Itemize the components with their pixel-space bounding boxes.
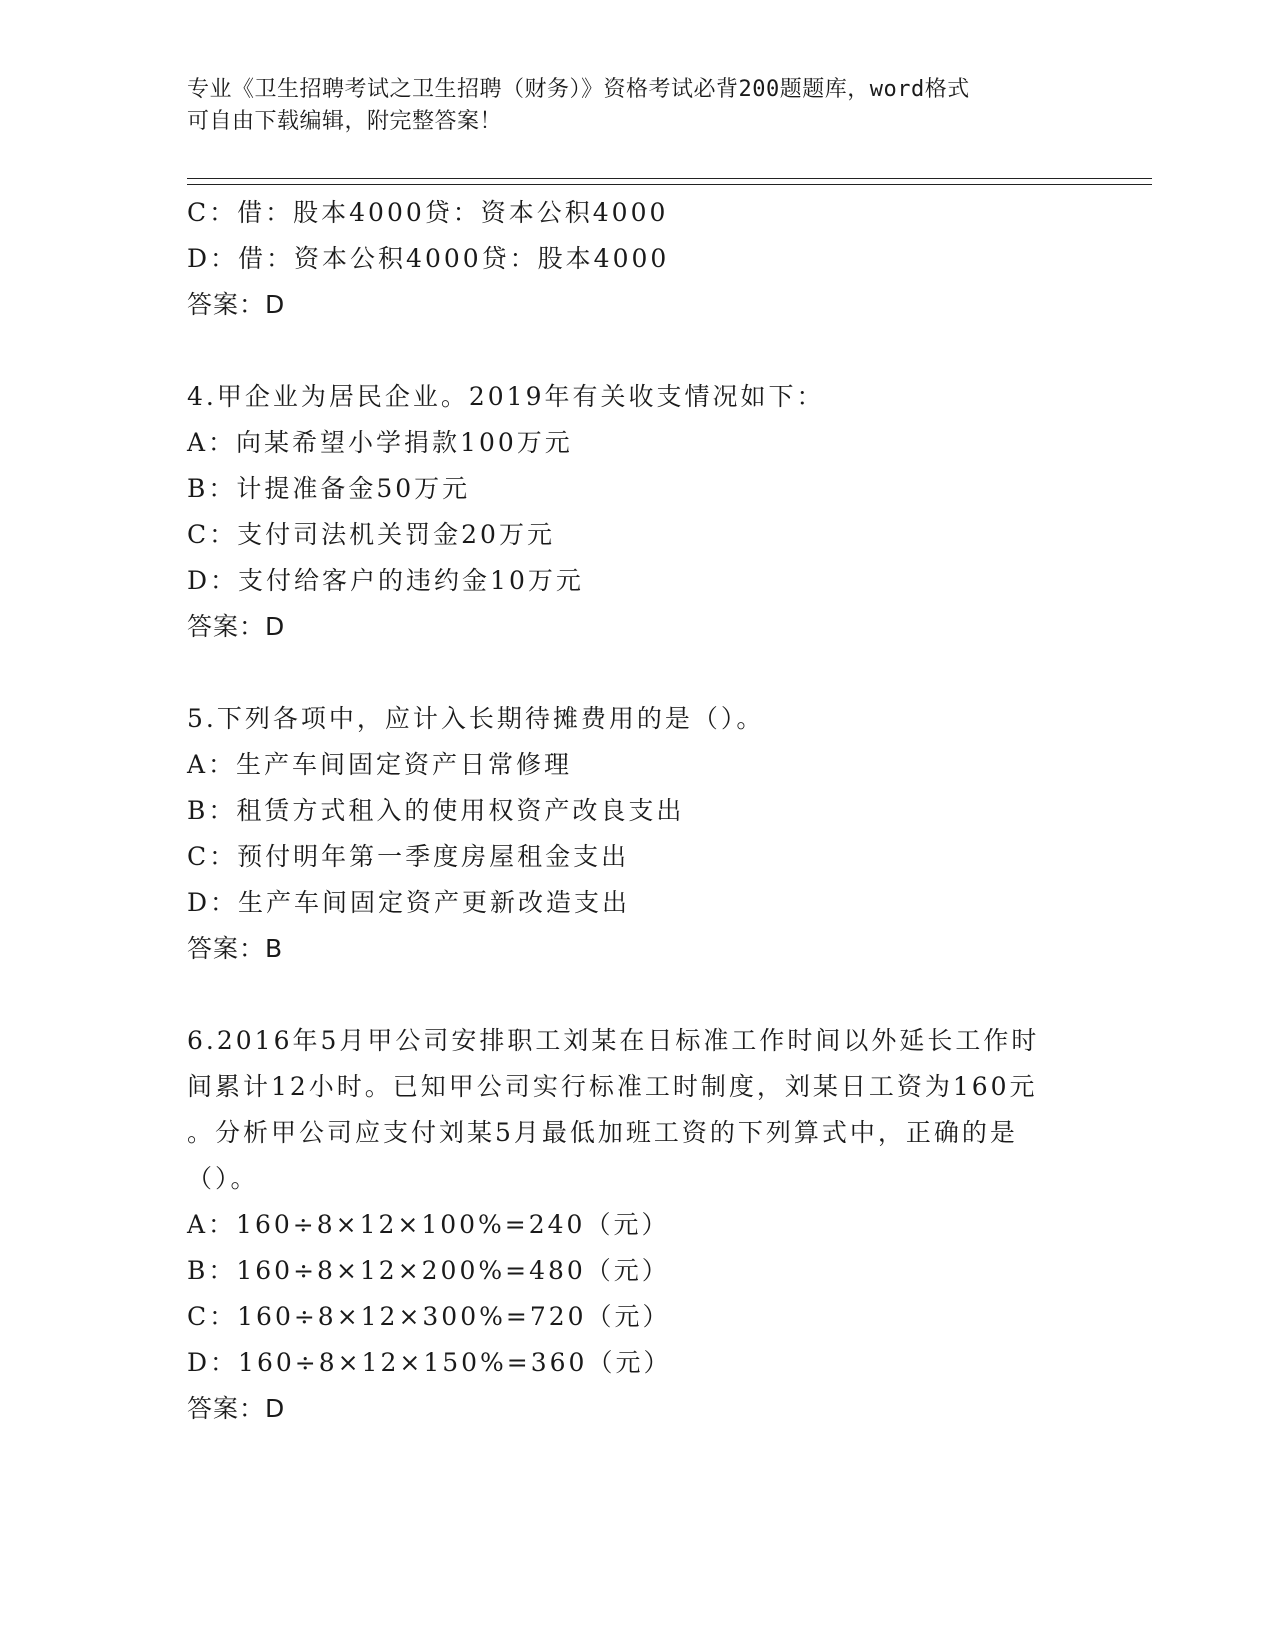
option-c: C：借：股本4000贷：资本公积4000 <box>187 198 669 227</box>
option-b: B：租赁方式租入的使用权资产改良支出 <box>187 796 685 825</box>
option-d: D：借：资本公积4000贷：股本4000 <box>187 244 670 273</box>
option-a: A：生产车间固定资产日常修理 <box>187 750 573 779</box>
header-divider-top <box>187 178 1152 179</box>
answer-line: 答案：D <box>187 290 286 319</box>
option-d: D：生产车间固定资产更新改造支出 <box>187 888 631 917</box>
question-stem-line-1: 6.2016年5月甲公司安排职工刘某在日标准工作时间以外延长工作时 <box>187 1026 1040 1055</box>
question-stem-line-4: （）。 <box>187 1164 259 1193</box>
question-block-4 <box>187 374 1087 650</box>
option-d: D：160÷8×12×150%=360（元） <box>187 1348 672 1377</box>
question-stem: 4.甲企业为居民企业。2019年有关收支情况如下： <box>187 382 825 411</box>
document-header <box>187 74 1067 138</box>
option-b: B：160÷8×12×200%=480（元） <box>187 1256 670 1285</box>
question-block-3 <box>187 190 1087 328</box>
option-d: D：支付给客户的违约金10万元 <box>187 566 584 595</box>
header-divider-bottom <box>187 184 1152 185</box>
header-line-1: 专业《卫生招聘考试之卫生招聘（财务）》资格考试必背200题题库，word格式 <box>187 77 970 102</box>
question-stem-line-2: 间累计12小时。已知甲公司实行标准工时制度，刘某日工资为160元 <box>187 1072 1038 1101</box>
answer-line: 答案：D <box>187 1394 286 1423</box>
question-block-5 <box>187 696 1087 972</box>
option-c: C：160÷8×12×300%=720（元） <box>187 1302 671 1331</box>
question-stem-line-3: 。分析甲公司应支付刘某5月最低加班工资的下列算式中，正确的是 <box>187 1118 1018 1147</box>
question-stem: 5.下列各项中，应计入长期待摊费用的是（）。 <box>187 704 765 733</box>
option-b: B：计提准备金50万元 <box>187 474 471 503</box>
option-c: C：预付明年第一季度房屋租金支出 <box>187 842 630 871</box>
option-a: A：160÷8×12×100%=240（元） <box>187 1210 670 1239</box>
option-a: A：向某希望小学捐款100万元 <box>187 428 573 457</box>
header-line-2: 可自由下载编辑，附完整答案！ <box>187 109 503 134</box>
option-c: C：支付司法机关罚金20万元 <box>187 520 555 549</box>
answer-line: 答案：D <box>187 612 286 641</box>
question-content <box>187 190 1087 1432</box>
answer-line: 答案：B <box>187 934 284 963</box>
question-block-6 <box>187 1018 1087 1432</box>
